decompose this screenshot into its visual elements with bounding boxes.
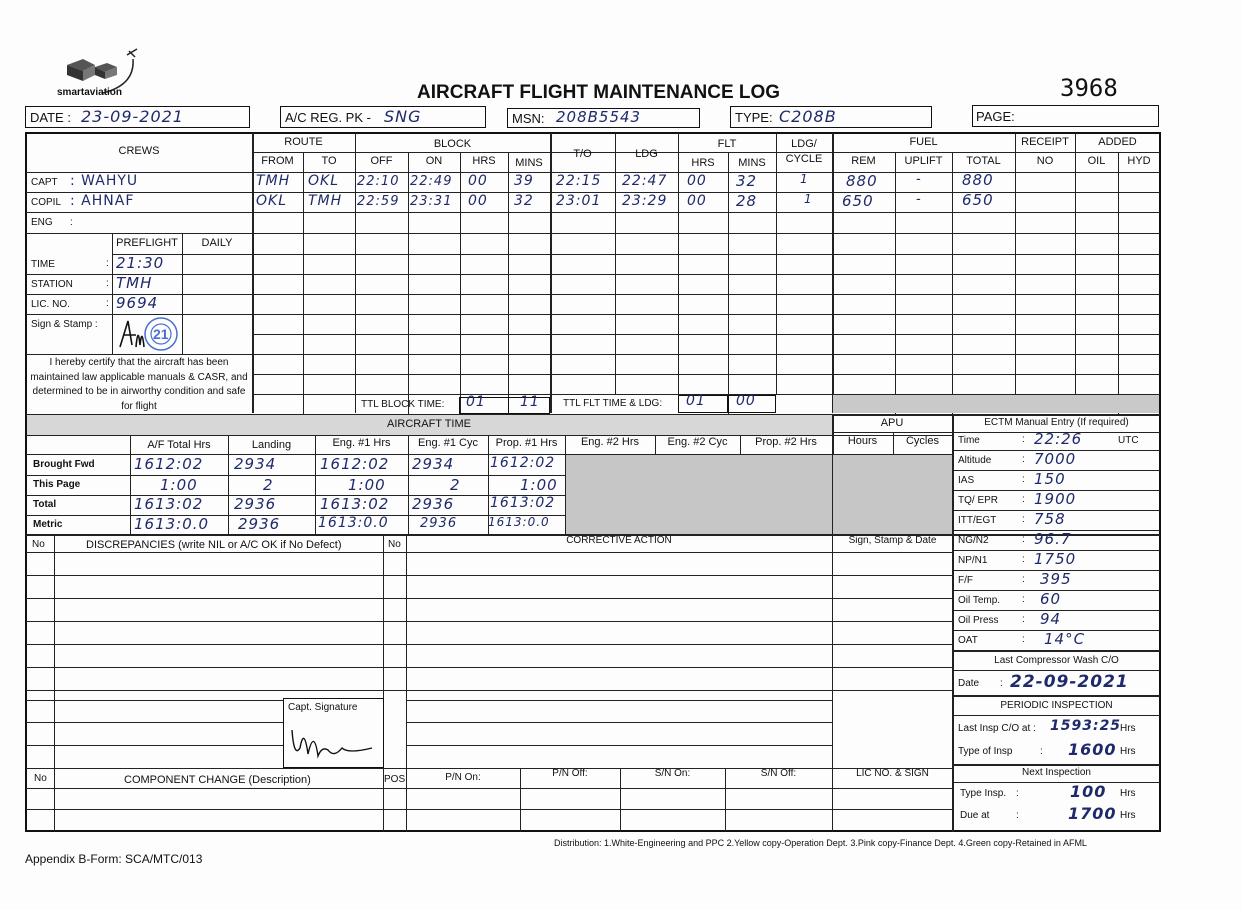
- page-box: [972, 105, 1159, 127]
- next-type-value: 100: [1070, 782, 1107, 801]
- periodic-inspection-title: PERIODIC INSPECTION: [1000, 700, 1113, 711]
- row2-hrs: 00: [468, 193, 488, 209]
- row2-to-time: 23:01: [556, 193, 602, 209]
- ectm-value: 150: [1034, 470, 1066, 488]
- aftime-header-4: Prop. #1 Hrs: [495, 437, 558, 449]
- aftime-cell: 1613:0.0: [318, 515, 389, 531]
- next-type-label: Type Insp.: [960, 788, 1007, 799]
- compressor-date-value: 22-09-2021: [1010, 672, 1129, 692]
- form-number: Appendix B-Form: SCA/MTC/013: [25, 852, 203, 866]
- to-time-header: T/O: [573, 148, 592, 160]
- row2-mins: 32: [514, 193, 534, 209]
- row1-flt-hrs: 00: [687, 173, 707, 189]
- added-header: ADDED: [1098, 136, 1137, 148]
- row2-rem: 650: [842, 192, 874, 210]
- compressor-wash-title: Last Compressor Wash C/O: [994, 655, 1119, 666]
- aftime-header-0: A/F Total Hrs: [147, 439, 211, 451]
- on-header: ON: [425, 155, 443, 167]
- row2-uplift: -: [916, 192, 922, 207]
- ttl-flt-label: TTL FLT TIME & LDG:: [563, 398, 663, 409]
- ectm-value: 1900: [1034, 490, 1077, 508]
- row1-mins: 39: [514, 173, 534, 189]
- fuel-header: FUEL: [909, 136, 938, 148]
- row1-uplift: -: [916, 172, 922, 187]
- row1-from: TMH: [256, 173, 291, 189]
- row2-ldg: 23:29: [622, 193, 668, 209]
- component-no-header: No: [34, 773, 47, 784]
- row2-off: 22:59: [357, 194, 400, 209]
- aftime-row-label: Total: [33, 499, 57, 510]
- off-header: OFF: [370, 155, 393, 167]
- ttl-block-mins: 11: [520, 394, 540, 410]
- aftime-cell: 1612:02: [320, 455, 390, 473]
- ectm-value: 758: [1034, 510, 1066, 528]
- mins-header: MINS: [515, 157, 543, 169]
- aftime-cell: 2936: [420, 516, 458, 531]
- flt-mins-header: MINS: [738, 157, 766, 169]
- type-insp-value: 1600: [1068, 740, 1117, 759]
- reg-value: SNG: [384, 107, 422, 126]
- aftime-cell: 1:00: [160, 476, 198, 494]
- row2-to: TMH: [308, 193, 343, 209]
- preflight-time-label: TIME: [31, 259, 55, 270]
- type-value: C208B: [779, 107, 837, 126]
- logo-text: smartaviation: [57, 87, 123, 98]
- aircraft-time-title: AIRCRAFT TIME: [387, 418, 471, 430]
- aftime-cell: 1:00: [348, 476, 386, 494]
- ectm-label: F/F: [958, 575, 973, 586]
- uplift-header: UPLIFT: [904, 155, 943, 167]
- ldg-cycle-header: LDG/ CYCLE: [785, 138, 823, 165]
- next-inspection-title: Next Inspection: [1022, 767, 1091, 778]
- flt-header: FLT: [717, 138, 737, 150]
- crews-header: CREWS: [118, 145, 160, 157]
- aftime-cell: 1613:02: [490, 495, 556, 511]
- aftime-cell: 2936: [234, 495, 277, 513]
- type-box: [730, 106, 932, 128]
- reg-box: [280, 106, 486, 128]
- ectm-label: Time: [958, 435, 980, 446]
- ttl-flt-ldg: 00: [736, 393, 756, 409]
- type-insp-unit: Hrs: [1120, 746, 1136, 757]
- ectm-title: ECTM Manual Entry (If required): [984, 417, 1129, 428]
- due-at-unit: Hrs: [1120, 810, 1136, 821]
- lic-sign-header: LIC NO. & SIGN: [856, 768, 929, 779]
- page-label: PAGE:: [976, 109, 1015, 124]
- flt-hrs-header: HRS: [691, 157, 715, 169]
- block-header: BLOCK: [433, 138, 472, 150]
- ldg-header: LDG: [635, 148, 658, 160]
- pn-off-header: P/N Off:: [552, 768, 588, 779]
- hyd-header: HYD: [1127, 155, 1151, 167]
- sn-on-header: S/N On:: [654, 768, 691, 779]
- ectm-label: Altitude: [958, 455, 992, 466]
- preflight-lic-label: LIC. NO.: [31, 299, 70, 310]
- preflight-station-value: TMH: [116, 274, 153, 292]
- msn-label: MSN:: [512, 111, 545, 126]
- capt-label: CAPT: [31, 177, 58, 188]
- aftime-cell: 1612:02: [490, 455, 556, 471]
- stamp-number: 21: [153, 326, 169, 342]
- ectm-label: Oil Temp.: [958, 595, 1001, 606]
- company-logo: [55, 45, 150, 103]
- signature-icon: [116, 317, 146, 351]
- aftime-header-2: Eng. #1 Hrs: [332, 437, 391, 449]
- aftime-cell: 1613:02: [320, 495, 390, 513]
- aftime-row-label: This Page: [33, 479, 81, 490]
- ectm-label: ITT/EGT: [958, 515, 997, 526]
- apu-title: APU: [880, 417, 904, 429]
- date-label: DATE :: [30, 110, 71, 125]
- aftime-cell: 2: [263, 476, 274, 494]
- captain-signature: [288, 718, 378, 764]
- ectm-value: 22:26: [1034, 430, 1083, 448]
- aftime-header-7: Prop. #2 Hrs: [755, 436, 817, 448]
- serial-number: 3968: [1060, 74, 1118, 102]
- capt-value: : WAHYU: [70, 173, 139, 189]
- from-header: FROM: [261, 155, 294, 167]
- pos-header: POS: [384, 774, 406, 785]
- copil-value: : AHNAF: [70, 193, 135, 209]
- sn-off-header: S/N Off:: [760, 768, 797, 779]
- form-title: AIRCRAFT FLIGHT MAINTENANCE LOG: [417, 82, 781, 103]
- corrective-no-header: No: [388, 539, 401, 550]
- msn-box: [507, 108, 700, 128]
- row2-flt-mins: 28: [736, 192, 758, 210]
- row1-on: 22:49: [410, 174, 453, 189]
- signature-icon: [288, 718, 378, 764]
- aftime-cell: 2936: [238, 515, 281, 533]
- hrs-header: HRS: [472, 155, 496, 167]
- discrepancy-no-header: No: [32, 539, 45, 550]
- to-header: TO: [321, 155, 337, 167]
- daily-header: DAILY: [201, 237, 233, 249]
- eng-value: :: [70, 217, 73, 228]
- receipt-header: RECEIPT: [1021, 136, 1069, 148]
- ectm-label: OAT: [958, 635, 978, 646]
- ectm-value: 14°C: [1044, 630, 1086, 648]
- preflight-sign-label: Sign & Stamp :: [31, 319, 98, 330]
- ectm-value: 96.7: [1034, 530, 1072, 548]
- certification-text: I hereby certify that the aircraft has been maintained law applicable manuals & CASR, and determined to be in airworthy condition and safe for flight: [30, 357, 248, 412]
- ttl-block-hrs: 01: [466, 394, 486, 410]
- aftime-row-label: Brought Fwd: [33, 459, 95, 470]
- aftime-cell: 2: [450, 476, 461, 494]
- ectm-value: 1750: [1034, 550, 1077, 568]
- row2-cycle: 1: [804, 192, 813, 206]
- preflight-time-value: 21:30: [116, 254, 165, 272]
- ttl-shaded-area: [833, 395, 1159, 413]
- type-label: TYPE:: [735, 110, 773, 125]
- row2-from: OKL: [256, 193, 287, 209]
- row1-flt-mins: 32: [736, 172, 758, 190]
- capt-signature-label: Capt. Signature: [288, 702, 358, 713]
- due-at-value: 1700: [1068, 804, 1117, 823]
- ectm-label: IAS: [958, 475, 975, 486]
- aftime-header-3: Eng. #1 Cyc: [418, 437, 478, 449]
- corrective-action-header: CORRECTIVE ACTION: [566, 535, 672, 546]
- ectm-label: Oil Press: [958, 615, 999, 626]
- sign-stamp-date-header: Sign, Stamp & Date: [848, 535, 937, 546]
- preflight-signature: [116, 317, 146, 351]
- ectm-value: 7000: [1034, 450, 1077, 468]
- row1-ldg: 22:47: [622, 173, 668, 189]
- apu-hours-header: Hours: [847, 435, 878, 447]
- route-header: ROUTE: [284, 136, 323, 148]
- ectm-label: TQ/ EPR: [958, 495, 999, 506]
- aftime-cell: 2934: [234, 455, 277, 473]
- receipt-no-header: NO: [1036, 155, 1054, 167]
- preflight-station-label: STATION: [31, 279, 73, 290]
- compressor-date-label: Date: [958, 678, 980, 689]
- last-insp-label: Last Insp C/O at :: [958, 723, 1036, 734]
- row1-to: OKL: [308, 173, 339, 189]
- preflight-lic-value: 9694: [116, 294, 159, 312]
- date-box: [25, 106, 250, 128]
- component-change-header: COMPONENT CHANGE (Description): [124, 774, 311, 786]
- aftime-cell: 1612:02: [134, 455, 204, 473]
- oil-header: OIL: [1087, 155, 1106, 167]
- eng-label: ENG: [31, 217, 53, 228]
- reg-label: A/C REG. PK -: [285, 110, 371, 125]
- aftime-cell: 2936: [412, 495, 455, 513]
- inspector-stamp: [142, 316, 180, 352]
- total-header: TOTAL: [966, 155, 1001, 167]
- aftime-header-1: Landing: [251, 439, 292, 451]
- aftime-cell: 1613:0.0: [134, 515, 210, 533]
- ectm-label: NP/N1: [958, 555, 988, 566]
- row1-off: 22:10: [357, 174, 400, 189]
- due-at-label: Due at: [960, 810, 990, 821]
- aftime-header-6: Eng. #2 Cyc: [667, 436, 728, 448]
- row2-on: 23:31: [410, 194, 453, 209]
- apu-cycles-header: Cycles: [905, 435, 939, 447]
- pn-on-header: P/N On:: [445, 772, 481, 783]
- row1-rem: 880: [846, 172, 878, 190]
- preflight-header: PREFLIGHT: [116, 237, 178, 249]
- ectm-value: 60: [1040, 590, 1062, 608]
- last-insp-unit: Hrs: [1120, 723, 1136, 734]
- aftime-cell: 1613:02: [134, 495, 204, 513]
- type-insp-label: Type of Insp: [958, 746, 1013, 757]
- date-value: 23-09-2021: [81, 107, 184, 126]
- msn-value: 208B5543: [556, 108, 642, 126]
- aftime-cell: 1:00: [520, 476, 558, 494]
- ectm-unit: UTC: [1118, 435, 1139, 446]
- aftime-cell: 1613:0.0: [488, 515, 550, 529]
- last-insp-value: 1593:25: [1050, 718, 1122, 734]
- aftime-header-5: Eng. #2 Hrs: [580, 436, 640, 448]
- row1-hrs: 00: [468, 173, 488, 189]
- aftime-cell: 2934: [412, 455, 455, 473]
- next-type-unit: Hrs: [1120, 788, 1136, 799]
- distribution-note: Distribution: 1.White-Engineering and PPC 2.Yellow copy-Operation Dept. 3.Pink copy-Finance Dept. 4.Green copy-Retained in AFML: [554, 838, 1087, 848]
- row2-flt-hrs: 00: [687, 193, 707, 209]
- ectm-value: 395: [1040, 570, 1072, 588]
- aftime-row-label: Metric: [33, 519, 63, 530]
- row2-total: 650: [962, 191, 994, 209]
- ttl-block-label: TTL BLOCK TIME:: [361, 399, 445, 410]
- rem-header: REM: [851, 155, 876, 167]
- row1-to-time: 22:15: [556, 173, 602, 189]
- ectm-label: NG/N2: [958, 535, 989, 546]
- row1-cycle: 1: [800, 172, 809, 186]
- copil-label: COPIL: [31, 197, 62, 208]
- ectm-value: 94: [1040, 610, 1062, 628]
- row1-total: 880: [962, 171, 994, 189]
- ttl-flt-hrs: 01: [686, 393, 706, 409]
- discrepancy-header: DISCREPANCIES (write NIL or A/C OK if No Defect): [86, 539, 342, 551]
